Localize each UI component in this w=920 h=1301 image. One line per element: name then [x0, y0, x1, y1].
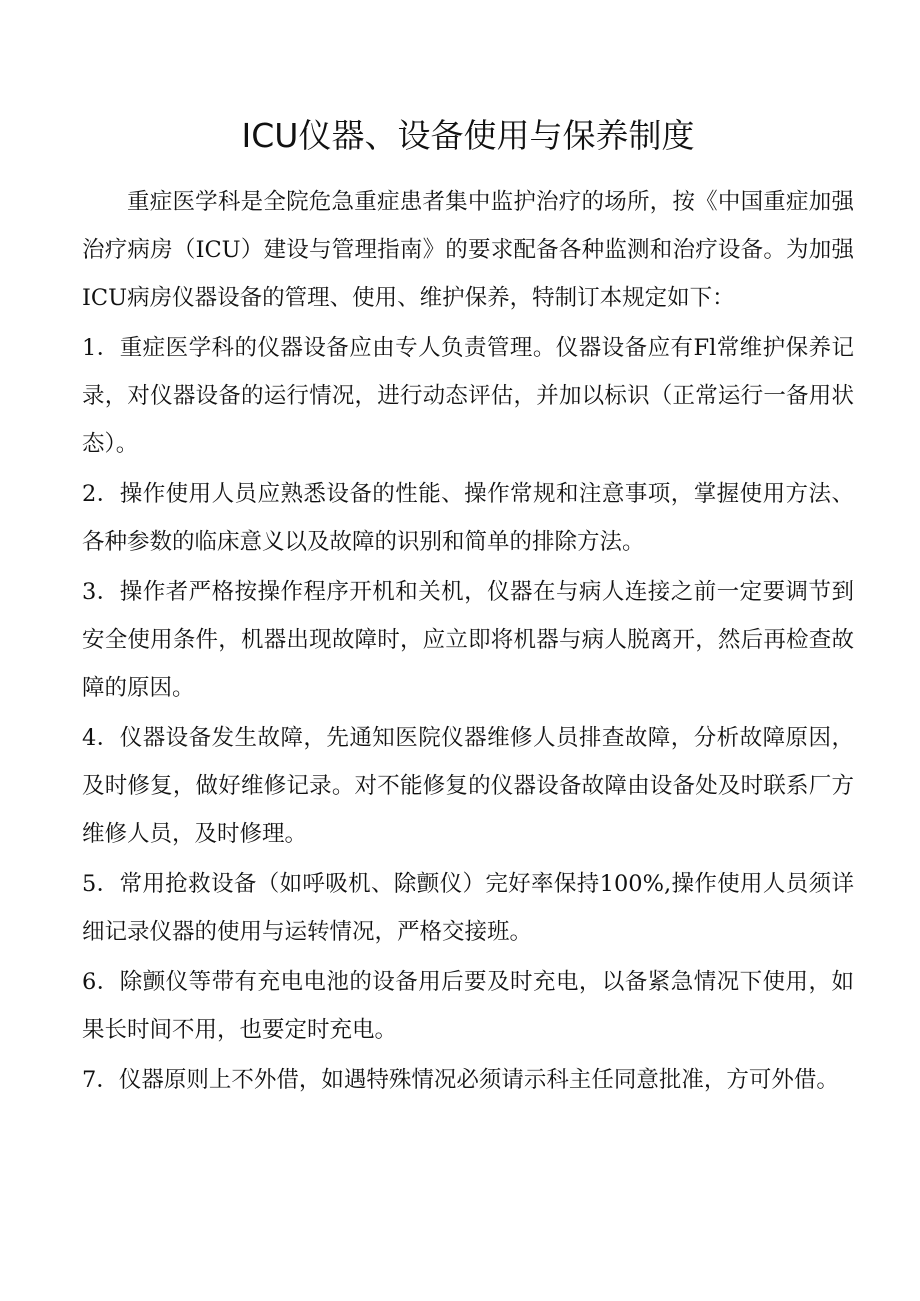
item-number: 3．	[82, 579, 120, 605]
list-item-2	[82, 470, 854, 566]
list-item-1	[82, 324, 854, 468]
item-text: 除颤仪等带有充电电池的设备用后要及时充电，以备紧急情况下使用，如果长时间不用，也要定时充电。	[82, 969, 854, 1043]
list-item-5	[82, 860, 854, 956]
item-text: 操作者严格按操作程序开机和关机，仪器在与病人连接之前一定要调节到安全使用条件，机器出现故障时，应立即将机器与病人脱离开，然后再检查故障的原因。	[82, 579, 854, 701]
item-number: 5．	[82, 871, 120, 897]
intro-paragraph: 重症医学科是全院危急重症患者集中监护治疗的场所，按《中国重症加强治疗病房（ICU）建设与管理指南》的要求配备各种监测和治疗设备。为加强ICU病房仪器设备的管理、使用、维护保养，特制订本规定如下：	[82, 189, 854, 311]
list-item-7	[82, 1056, 854, 1104]
item-number: 7．	[82, 1067, 119, 1093]
item-text: 仪器设备发生故障，先通知医院仪器维修人员排查故障，分析故障原因，及时修复，做好维修记录。对不能修复的仪器设备故障由设备处及时联系厂方维修人员，及时修理。	[82, 725, 854, 847]
item-number: 4．	[82, 725, 120, 751]
item-text: 操作使用人员应熟悉设备的性能、操作常规和注意事项，掌握使用方法、各种参数的临床意义以及故障的识别和简单的排除方法。	[82, 481, 854, 555]
item-text: 重症医学科的仪器设备应由专人负责管理。仪器设备应有Fl常维护保养记录，对仪器设备的运行情况，进行动态评估，并加以标识（正常运行一备用状态）。	[82, 335, 854, 457]
list-item-3	[82, 568, 854, 712]
item-text: 常用抢救设备（如呼吸机、除颤仪）完好率保持100%,操作使用人员须详细记录仪器的使用与运转情况，严格交接班。	[82, 871, 854, 945]
item-number: 2．	[82, 481, 120, 507]
item-number: 6．	[82, 969, 120, 995]
list-item-4	[82, 714, 854, 858]
document-title: ICU仪器、设备使用与保养制度	[241, 116, 695, 155]
item-number: 1．	[82, 335, 120, 361]
item-text: 仪器原则上不外借，如遇特殊情况必须请示科主任同意批准，方可外借。	[118, 1067, 839, 1093]
list-item-6	[82, 958, 854, 1054]
document-page	[82, 112, 854, 1104]
